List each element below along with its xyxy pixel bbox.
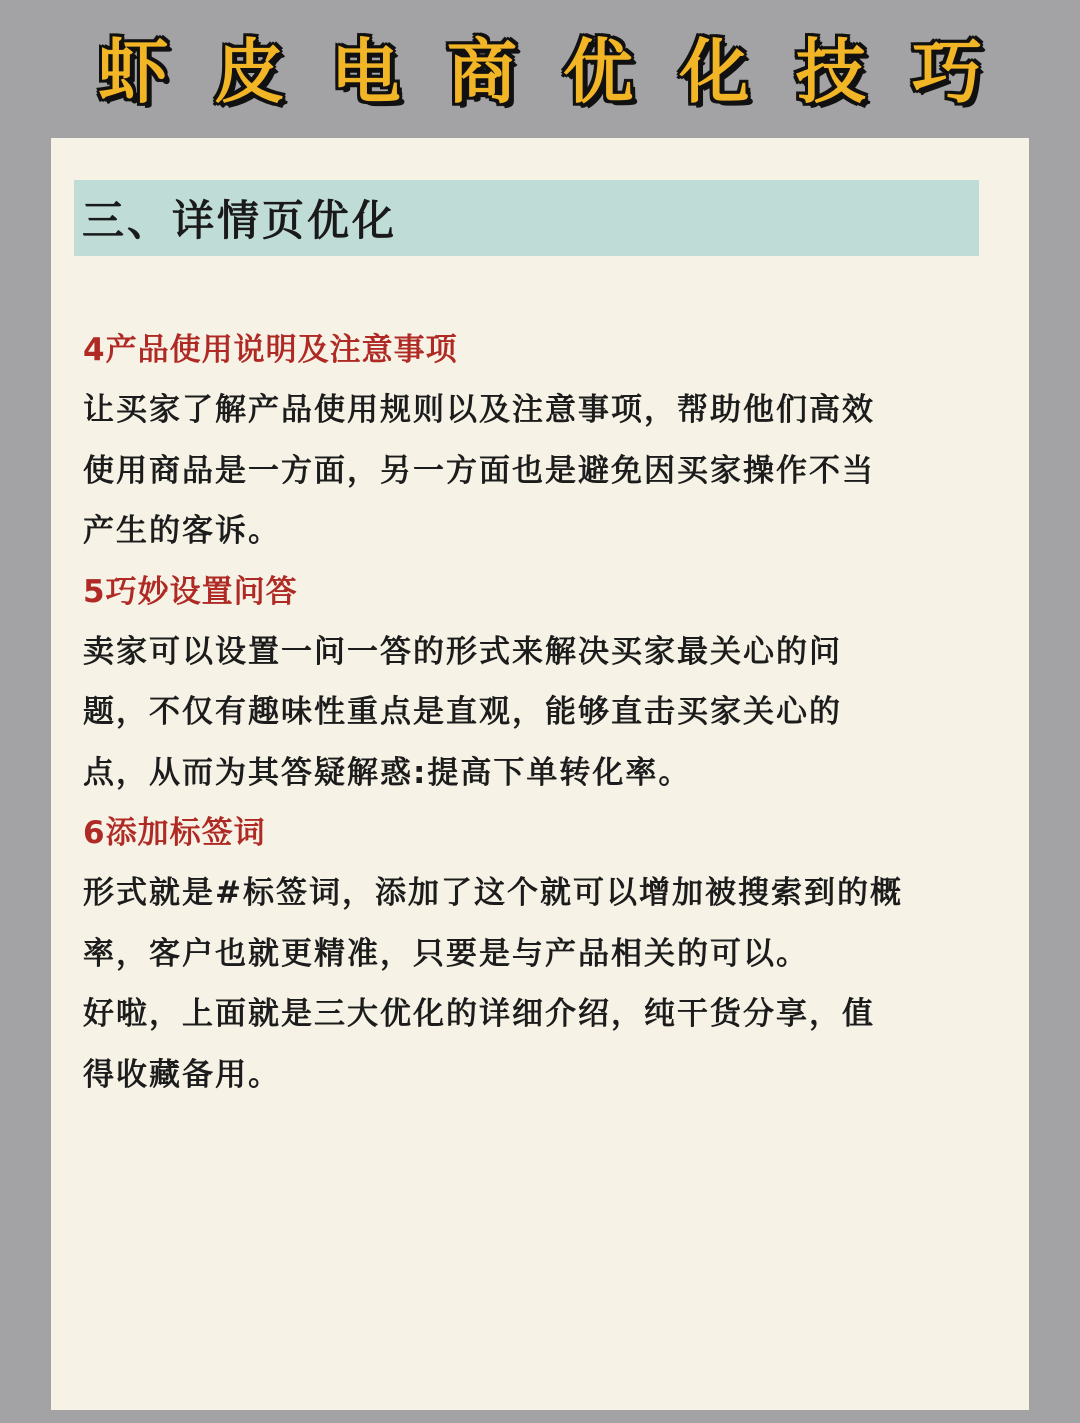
paragraph-line: 让买家了解产品使用规则以及注意事项，帮助他们高效 [83,392,875,428]
paragraph-line: 题，不仅有趣味性重点是直观，能够直击买家关心的 [83,694,842,730]
paragraph-line: 使用商品是一方面，另一方面也是避免因买家操作不当 [83,452,875,489]
title-char: 虾 [98,31,168,113]
item-qa-setup [83,562,993,804]
paragraph-line: 点，从而为其答疑解惑:提高下单转化率。 [83,754,692,791]
title-char: 电 [330,31,401,113]
item-heading: 4产品使用说明及注意事项 [83,332,458,368]
section-title: 三、详情页优化 [82,196,398,245]
content-card [51,138,1029,1410]
title-char: 化 [679,31,750,113]
section-header [74,180,979,256]
item-heading: 6添加标签词 [83,815,266,851]
closing-text [83,984,993,1105]
title-char: 技 [795,31,866,113]
item-heading: 5巧妙设置问答 [83,573,298,610]
paragraph-line: 好啦，上面就是三大优化的详细介绍，纯干货分享，值 [83,996,875,1032]
title-char: 商 [446,31,517,113]
item-tags [83,803,993,984]
title-char: 巧 [911,31,982,113]
item-paragraph [83,380,993,562]
title-char: 优 [563,31,634,113]
paragraph-line: 卖家可以设置一问一答的形式来解决买家最关心的问 [83,633,842,670]
closing-paragraph [83,984,993,1105]
content-body [83,320,993,1105]
paragraph-line: 产生的客诉。 [83,513,281,549]
item-paragraph [83,622,993,804]
title-char: 皮 [214,31,285,113]
paragraph-line: 形式就是#标签词，添加了这个就可以增加被搜索到的概 [83,875,903,911]
paragraph-line: 得收藏备用。 [83,1056,281,1093]
page-title [40,30,1040,114]
paragraph-line: 率，客户也就更精准，只要是与产品相关的可以。 [83,935,809,972]
item-paragraph [83,863,993,984]
item-product-instructions [83,320,993,562]
